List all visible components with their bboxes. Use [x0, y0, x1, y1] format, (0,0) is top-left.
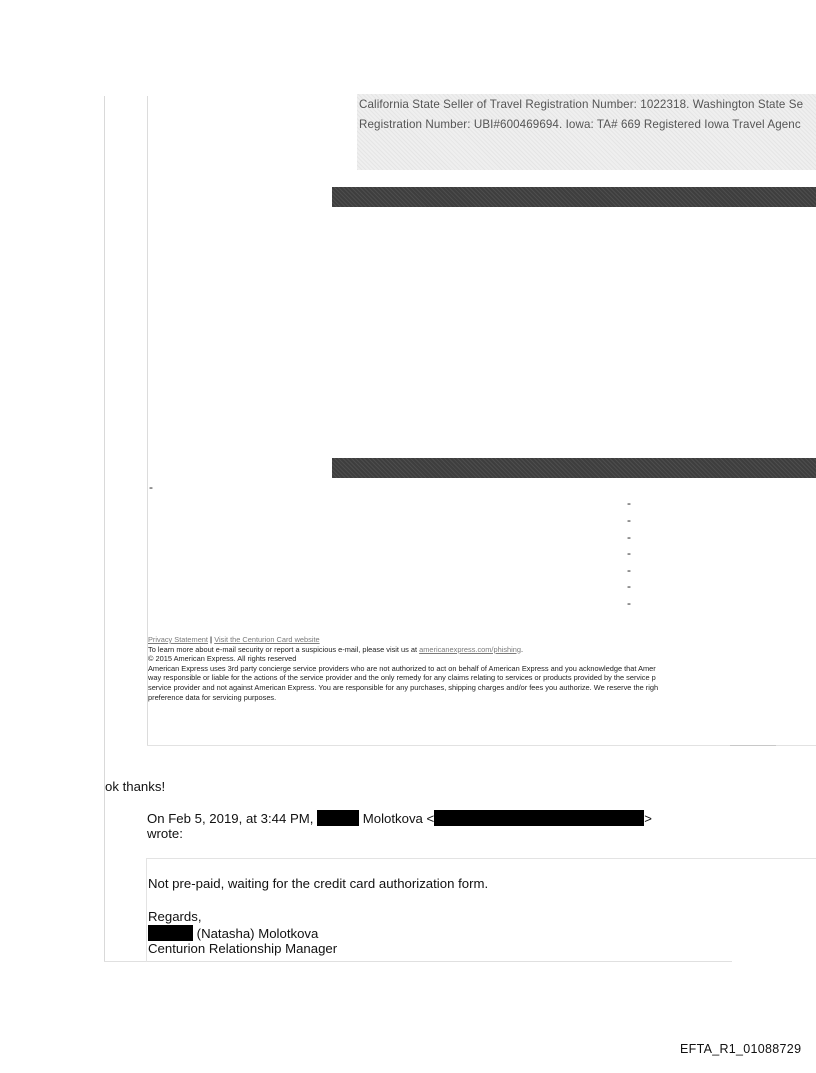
- copyright: © 2015 American Express. All rights reserved: [148, 654, 297, 664]
- dash-item: -: [627, 530, 631, 544]
- signature-title: Centurion Relationship Manager: [148, 941, 338, 956]
- link-separator: |: [210, 635, 213, 644]
- dash-item: -: [627, 596, 631, 610]
- redaction-block: [434, 810, 644, 826]
- banner-bar-bottom: [332, 458, 816, 478]
- redaction-block: [317, 810, 359, 826]
- attribution-close: >: [644, 811, 652, 826]
- redaction-block: [148, 925, 193, 941]
- attribution-name: Molotkova <: [362, 811, 435, 826]
- attribution-prefix: On Feb 5, 2019, at 3:44 PM,: [147, 811, 314, 826]
- divider: [730, 745, 776, 746]
- email-footer: [148, 635, 816, 702]
- signature-name: (Natasha) Molotkova: [196, 926, 319, 941]
- quote-border-inner-bottom: [147, 745, 816, 746]
- centurion-website-link[interactable]: Visit the Centurion Card website: [214, 635, 320, 644]
- privacy-statement-link[interactable]: Privacy Statement: [148, 635, 208, 644]
- security-notice: To learn more about e-mail security or report a suspicious e-mail, please visit us at americanexpress.com/phishing.: [148, 644, 524, 654]
- banner-bar-top: [332, 187, 816, 207]
- quoted-signoff: Regards,: [148, 909, 202, 924]
- footer-links: [148, 635, 816, 645]
- quote-border-outer: [104, 96, 105, 962]
- registration-line-1: California State Seller of Travel Registration Number: 1022318. Washington State Se: [359, 98, 804, 111]
- signature-name-line: [148, 925, 318, 942]
- reply-message: ok thanks!: [105, 779, 166, 794]
- registration-notice: [357, 94, 816, 170]
- document-id: EFTA_R1_01088729: [680, 1042, 802, 1056]
- quoted-body: Not pre-paid, waiting for the credit card authorization form.: [148, 876, 489, 891]
- dash-left: -: [149, 480, 153, 494]
- dash-item: -: [627, 546, 631, 560]
- disclaimer-line: way responsible or liable for the actions of the service provider and the only remedy for any claims relating to services or products provided by the service p: [148, 673, 656, 683]
- dash-item: -: [627, 513, 631, 527]
- reply-attribution: [147, 810, 652, 827]
- dash-item: -: [627, 496, 631, 510]
- security-text: To learn more about e-mail security or report a suspicious e-mail, please visit us at: [148, 644, 418, 654]
- dash-item: -: [627, 579, 631, 593]
- disclaimer-line: service provider and not against American Express. You are responsible for any purchases, shipping charges and/or fees you authorize. We reserve the righ: [148, 682, 659, 692]
- attribution-wrote: wrote:: [147, 826, 183, 841]
- disclaimer-line: American Express uses 3rd party concierge service providers who are not authorized to act on behalf of American Express and you acknowledge that Amer: [148, 663, 656, 673]
- phishing-link[interactable]: americanexpress.com/phishing: [419, 644, 521, 654]
- registration-line-2: Registration Number: UBI#600469694. Iowa: TA# 669 Registered Iowa Travel Agenc: [359, 118, 801, 131]
- disclaimer-line: preference data for servicing purposes.: [148, 692, 277, 702]
- dash-item: -: [627, 563, 631, 577]
